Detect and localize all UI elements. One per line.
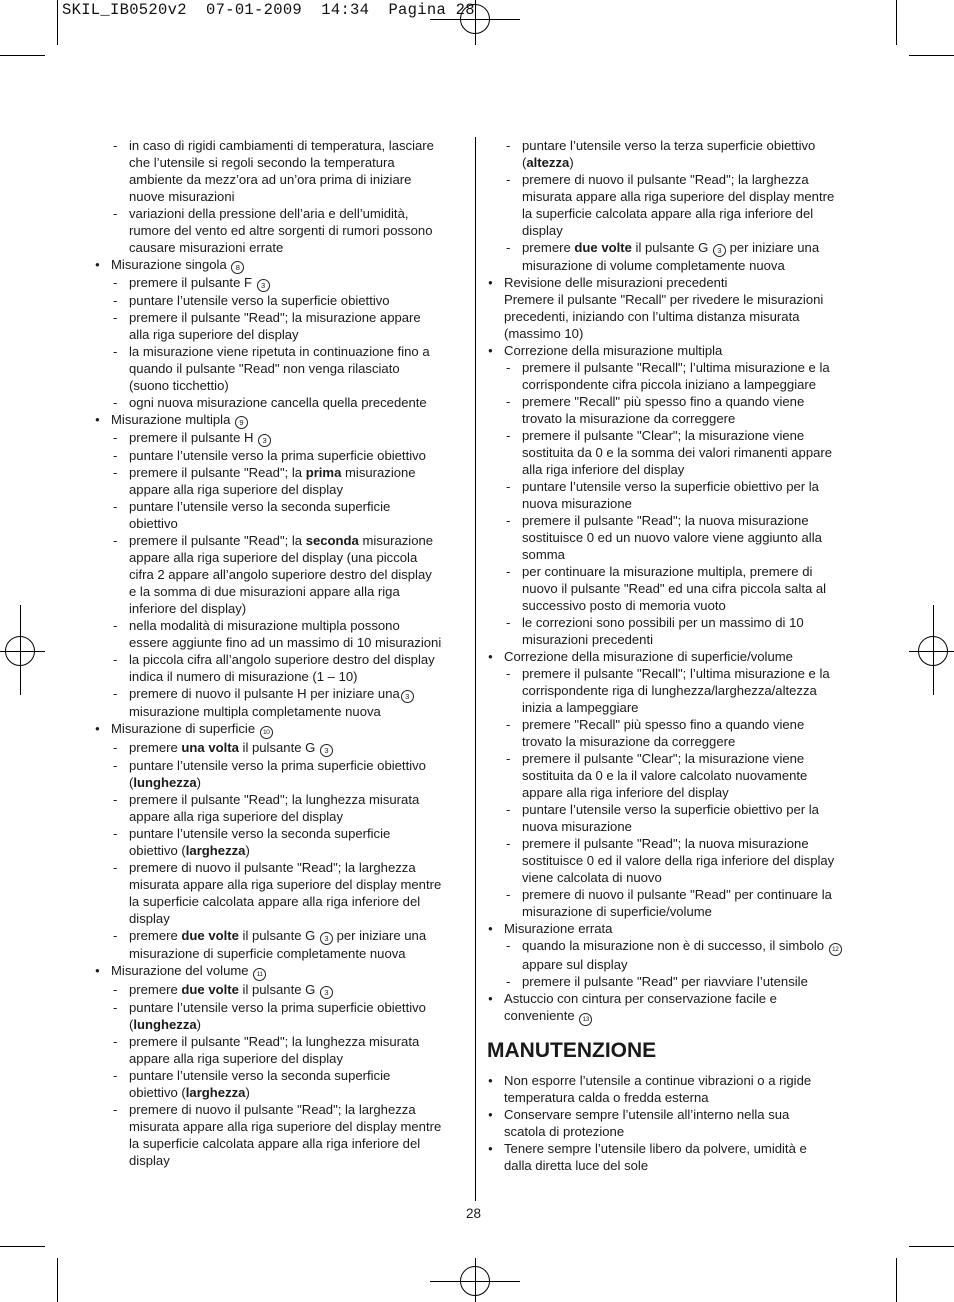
line-text: la misurazione viene ripetuta in continuazione fino a [129, 344, 430, 359]
dash-item [93, 137, 468, 154]
line-text: puntare l’utensile verso la prima superficie obiettivo [129, 1000, 426, 1015]
line-text: corrispondente riga di lunghezza/larghezza/altezza [522, 683, 817, 698]
line-text: Conservare sempre l’utensile all’interno nella sua [504, 1107, 790, 1122]
circled-number: 8 [231, 261, 244, 274]
text-line [93, 239, 468, 256]
dash-item [93, 292, 468, 309]
circled-number: 13 [579, 1013, 592, 1026]
line-text: puntare l’utensile verso la seconda superficie [129, 826, 391, 841]
text-line [486, 784, 860, 801]
bullet-item [486, 1072, 860, 1089]
text-line [486, 1123, 860, 1140]
bullet-item [486, 648, 860, 665]
line-text: Misurazione di superficie [111, 721, 259, 736]
line-text: Tenere sempre l’utensile libero da polvere, umidità e [504, 1141, 807, 1156]
line-text: trovato la misurazione da correggere [522, 734, 736, 749]
left-column [93, 137, 468, 1169]
line-text: premere il pulsante "Clear"; la misurazione viene [522, 428, 805, 443]
text-line [486, 444, 860, 461]
line-text: premere il pulsante "Read"; la [129, 533, 306, 548]
line-text: ) [569, 155, 574, 170]
text-line [93, 583, 468, 600]
line-text: (massimo 10) [504, 326, 584, 341]
text-line [93, 360, 468, 377]
text-line [93, 1050, 468, 1067]
line-text: ) [196, 775, 202, 790]
circled-number: 3 [257, 279, 270, 292]
line-text: obiettivo ( [129, 1085, 186, 1100]
dash-item [93, 1067, 468, 1084]
text-line [93, 377, 468, 394]
line-text: premere il pulsante "Recall"; l’ultima misurazione e la [522, 666, 830, 681]
dash-item [486, 393, 860, 410]
line-text: il pulsante G [631, 240, 712, 255]
dash-item [93, 859, 468, 876]
line-text: misurata appare alla riga superiore del display mentre [129, 877, 442, 892]
line-text: premere [129, 928, 182, 943]
line-text: Non esporre l’utensile a continue vibrazioni o a rigide [504, 1073, 812, 1088]
line-text: misurazione [341, 465, 416, 480]
text-line [93, 222, 468, 239]
line-text: Premere il pulsante "Recall" per rivedere le misurazioni [504, 292, 824, 307]
dash-item [93, 651, 468, 668]
line-text: ambiente da mezz’ora ad un’ora prima di iniziare [129, 172, 412, 187]
bold-text: lunghezza [133, 1017, 197, 1032]
line-text: ( [522, 155, 527, 170]
line-text: puntare l’utensile verso la seconda superficie [129, 1068, 391, 1083]
line-text: appare alla riga superiore del display (una piccola [129, 550, 418, 565]
text-line [486, 767, 860, 784]
dash-item [486, 239, 860, 257]
line-text: appare alla riga superiore del display [129, 482, 343, 497]
line-text: premere il pulsante "Recall"; l’ultima misurazione e la [522, 360, 830, 375]
line-text: appare alla riga inferiore del display [522, 785, 729, 800]
dash-item [93, 464, 468, 481]
line-text: causare misurazioni errate [129, 240, 284, 255]
dash-item [93, 532, 468, 549]
dash-item [93, 205, 468, 222]
line-text: puntare l’utensile verso la prima superficie obiettivo [129, 448, 426, 463]
dash-item [486, 137, 860, 154]
line-text: misurata appare alla riga superiore del display mentre [522, 189, 835, 204]
bold-text: larghezza [185, 843, 246, 858]
line-text: premere [129, 982, 182, 997]
dash-item [93, 1033, 468, 1050]
line-text: display [129, 911, 170, 926]
line-text: misurazione [358, 533, 434, 548]
bold-text: larghezza [185, 1085, 246, 1100]
line-text: sostituisce 0 ed il valore della riga inferiore del display [522, 853, 835, 868]
bullet-item [93, 256, 468, 274]
line-text: il pulsante G [238, 740, 319, 755]
dash-item [486, 716, 860, 733]
bold-text: due volte [574, 240, 632, 255]
line-text: le correzioni sono possibili per un massimo di 10 [522, 615, 804, 630]
line-text: premere il pulsante "Read"; la nuova misurazione [522, 513, 809, 528]
line-text: appare alla riga superiore del display [129, 1051, 343, 1066]
text-line [93, 876, 468, 893]
dash-item [486, 359, 860, 376]
text-line [93, 549, 468, 566]
dash-item [486, 835, 860, 852]
line-text: essere aggiunte fino ad un massimo di 10 misurazioni [129, 635, 442, 650]
line-text: ) [245, 843, 250, 858]
dash-item [93, 1101, 468, 1118]
circled-number: 3 [713, 244, 726, 257]
text-line [486, 222, 860, 239]
dash-item [486, 563, 860, 580]
line-text: premere di nuovo il pulsante "Read" per continuare la [522, 887, 832, 902]
dash-item [93, 343, 468, 360]
dash-item [93, 394, 468, 411]
text-line [486, 376, 860, 393]
line-text: misurazione di superficie/volume [522, 904, 712, 919]
text-line [93, 1152, 468, 1169]
text-line [93, 188, 468, 205]
line-text: premere di nuovo il pulsante "Read"; la larghezza [522, 172, 809, 187]
line-text: premere il pulsante "Read"; la lunghezza misurata [129, 1034, 420, 1049]
line-text: alla riga superiore del display [129, 327, 299, 342]
line-text: premere il pulsante "Clear"; la misurazione viene [522, 751, 805, 766]
line-text: il pulsante G [238, 982, 319, 997]
line-text: premere di nuovo il pulsante "Read"; la larghezza [129, 1102, 416, 1117]
line-text: display [129, 1153, 170, 1168]
circled-number: 3 [320, 744, 333, 757]
line-text: sostituita da 0 e la il valore calcolato nuovamente [522, 768, 808, 783]
bold-text: due volte [181, 982, 239, 997]
text-line [93, 842, 468, 859]
text-line [486, 597, 860, 614]
line-text: somma [522, 547, 565, 562]
line-text: precedenti, iniziando con l’ultima distanza misurata [504, 309, 800, 324]
dash-item [93, 791, 468, 808]
line-text: Astuccio con cintura per conservazione facile e [504, 991, 777, 1006]
dash-item [486, 665, 860, 682]
print-slug-header: SKIL_IB0520v2 07-01-2009 14:34 Pagina 28 [62, 1, 475, 19]
line-text: puntare l’utensile verso la terza superficie obiettivo [522, 138, 816, 153]
text-line [486, 818, 860, 835]
line-text: variazioni della pressione dell’aria e dell’umidità, [129, 206, 409, 221]
text-line [93, 515, 468, 532]
line-text: premere [522, 240, 575, 255]
line-text: ogni nuova misurazione cancella quella precedente [129, 395, 427, 410]
line-text: cifra 2 appare all’angolo superiore destro del display [129, 567, 432, 582]
line-text: premere il pulsante F [129, 275, 256, 290]
text-line [486, 495, 860, 512]
line-text: scatola di protezione [504, 1124, 625, 1139]
text-line [93, 481, 468, 498]
line-text: in caso di rigidi cambiamenti di temperatura, lasciare [129, 138, 434, 153]
line-text: premere "Recall" più spesso fino a quando viene [522, 717, 805, 732]
dash-item [93, 309, 468, 326]
line-text: temperatura calda o fredda esterna [504, 1090, 709, 1105]
text-line [93, 171, 468, 188]
line-text: Revisione delle misurazioni precedenti [504, 275, 728, 290]
text-line [486, 325, 860, 342]
dash-item [486, 886, 860, 903]
dash-item [93, 685, 468, 703]
line-text: per iniziare una [332, 928, 427, 943]
line-text: MANUTENZIONE [487, 1039, 657, 1062]
line-text: ) [245, 1085, 250, 1100]
bullet-item [486, 920, 860, 937]
text-line [486, 308, 860, 325]
line-text: trovato la misurazione da correggere [522, 411, 736, 426]
line-text: conveniente [504, 1008, 579, 1023]
line-text: misurata appare alla riga superiore del display mentre [129, 1119, 442, 1134]
line-text: puntare l’utensile verso la prima superficie obiettivo [129, 758, 426, 773]
line-text: obiettivo ( [129, 843, 186, 858]
dash-item [486, 614, 860, 631]
line-text: che l’utensile si regoli secondo la temperatura [129, 155, 395, 170]
dash-item [486, 750, 860, 767]
text-line [93, 703, 468, 720]
dash-item [93, 999, 468, 1016]
line-text: alla riga inferiore del display [522, 462, 685, 477]
circled-number: 3 [320, 986, 333, 999]
line-text: appare alla riga superiore del display [129, 809, 343, 824]
bullet-item [93, 720, 468, 739]
text-line [486, 205, 860, 222]
text-line [93, 566, 468, 583]
text-line [486, 1157, 860, 1174]
dash-item [93, 447, 468, 464]
bullet-item [486, 1140, 860, 1157]
line-text: quando la misurazione non è di successo, il simbolo [522, 938, 828, 953]
text-line [486, 1007, 860, 1026]
line-text: sostituisce 0 ed un nuovo valore viene aggiunto alla [522, 530, 822, 545]
line-text: Misurazione errata [504, 921, 613, 936]
line-text: misurazioni precedenti [522, 632, 654, 647]
line-text: ) [196, 1017, 202, 1032]
text-line [486, 257, 860, 274]
line-text: la superficie calcolata appare alla riga inferiore del [522, 206, 814, 221]
dash-item [93, 927, 468, 945]
text-line [93, 774, 468, 791]
line-text: nuove misurazioni [129, 189, 235, 204]
line-text: nella modalità di misurazione multipla possono [129, 618, 400, 633]
line-text: obiettivo [129, 516, 178, 531]
dash-item [93, 981, 468, 999]
line-text: quando il pulsante "Read" non venga rilasciato [129, 361, 400, 376]
line-text: (suono ticchettio) [129, 378, 229, 393]
line-text: premere il pulsante "Read"; la lunghezza misurata [129, 792, 420, 807]
text-line [486, 852, 860, 869]
bullet-item [486, 1106, 860, 1123]
line-text: premere il pulsante "Read"; la [129, 465, 306, 480]
line-text: premere "Recall" più spesso fino a quando viene [522, 394, 805, 409]
line-text: inizia a lampeggiare [522, 700, 639, 715]
bullet-item [486, 274, 860, 291]
dash-item [486, 478, 860, 495]
line-text: la piccola cifra all’angolo superiore destro del display [129, 652, 435, 667]
text-line [93, 1135, 468, 1152]
line-text: e la somma di due misurazioni appare alla riga [129, 584, 400, 599]
line-text: appare sul display [522, 957, 628, 972]
line-text: nuova misurazione [522, 819, 632, 834]
line-text: puntare l’utensile verso la seconda superficie [129, 499, 391, 514]
text-line [93, 910, 468, 927]
text-line [486, 154, 860, 171]
bullet-item [93, 962, 468, 981]
text-line [93, 154, 468, 171]
text-line [486, 699, 860, 716]
line-text: indica il numero di misurazione (1 – 10) [129, 669, 358, 684]
line-text: puntare l’utensile verso la superficie obiettivo per la [522, 479, 819, 494]
text-line [93, 945, 468, 962]
line-text: Correzione della misurazione multipla [504, 343, 723, 358]
line-text: per iniziare una [725, 240, 820, 255]
text-line [486, 956, 860, 973]
line-text: nuovo il pulsante "Read" ed una cifra piccola salta al [522, 581, 827, 596]
line-text: premere di nuovo il pulsante "Read"; la larghezza [129, 860, 416, 875]
line-text: ( [129, 775, 134, 790]
line-text: display [522, 223, 563, 238]
dash-item [93, 825, 468, 842]
line-text: sostituita da 0 e la somma dei valori rimanenti appare [522, 445, 833, 460]
bold-text: due volte [181, 928, 239, 943]
text-line [486, 291, 860, 308]
text-line [486, 903, 860, 920]
line-text: puntare l’utensile verso la superficie obiettivo per la [522, 802, 819, 817]
dash-item [93, 274, 468, 292]
line-text: puntare l’utensile verso la superficie obiettivo [129, 293, 390, 308]
text-line [93, 634, 468, 651]
dash-item [93, 739, 468, 757]
line-text: la superficie calcolata appare alla riga inferiore del [129, 894, 421, 909]
text-line [486, 188, 860, 205]
text-line [486, 529, 860, 546]
line-text: Correzione della misurazione di superficie/volume [504, 649, 793, 664]
text-line [93, 1084, 468, 1101]
line-text: per continuare la misurazione multipla, premere di [522, 564, 813, 579]
text-line [486, 682, 860, 699]
bold-text: prima [305, 465, 342, 480]
bold-text: altezza [526, 155, 570, 170]
text-line [486, 631, 860, 648]
circled-number: 9 [235, 416, 248, 429]
text-line [93, 668, 468, 685]
bullet-item [93, 411, 468, 429]
text-line [93, 600, 468, 617]
line-text: viene calcolata di nuovo [522, 870, 662, 885]
line-text: premere il pulsante "Read"; la nuova misurazione [522, 836, 809, 851]
dash-item [486, 512, 860, 529]
circled-number: 12 [829, 943, 842, 956]
dash-item [93, 757, 468, 774]
bullet-item [486, 990, 860, 1007]
line-text: ( [129, 1017, 134, 1032]
bold-text: lunghezza [133, 775, 197, 790]
text-line [486, 410, 860, 427]
circled-number: 3 [401, 690, 414, 703]
dash-item [486, 171, 860, 188]
circled-number: 11 [253, 968, 266, 981]
dash-item [486, 937, 860, 956]
line-text: Misurazione singola [111, 257, 231, 272]
text-line [486, 733, 860, 750]
bold-text: seconda [305, 533, 359, 548]
bold-text: una volta [181, 740, 239, 755]
dash-item [486, 801, 860, 818]
text-line [486, 580, 860, 597]
text-line [93, 1016, 468, 1033]
dash-item [486, 973, 860, 990]
column-divider [475, 137, 476, 1201]
bullet-item [486, 342, 860, 359]
dash-item [93, 429, 468, 447]
text-line [93, 1118, 468, 1135]
line-text: corrispondente cifra piccola iniziano a lampeggiare [522, 377, 817, 392]
line-text: il pulsante G [238, 928, 319, 943]
line-text: misurazione di superficie completamente nuova [129, 946, 406, 961]
circled-number: 10 [260, 726, 273, 739]
text-line [486, 869, 860, 886]
text-line [93, 326, 468, 343]
line-text: per iniziare una [310, 686, 400, 701]
line-text: rumore del vento ed altre sorgenti di rumori possono [129, 223, 433, 238]
circled-number: 3 [320, 932, 333, 945]
text-line [486, 546, 860, 563]
line-text: misurazione multipla completamente nuova [129, 704, 381, 719]
line-text: Misurazione del volume [111, 963, 253, 978]
text-line [93, 893, 468, 910]
page-number: 28 [466, 1206, 482, 1221]
line-text: dalla diretta luce del sole [504, 1158, 649, 1173]
line-text: Misurazione multipla [111, 412, 234, 427]
line-text: inferiore del display) [129, 601, 247, 616]
text-line [486, 1089, 860, 1106]
circled-number: 3 [258, 434, 271, 447]
text-line [93, 808, 468, 825]
line-text: premere di nuovo il pulsante H [129, 686, 311, 701]
right-column [486, 137, 860, 1174]
text-line [486, 461, 860, 478]
line-text: la superficie calcolata appare alla riga inferiore del [129, 1136, 421, 1151]
line-text: premere il pulsante "Read"; la misurazione appare [129, 310, 421, 325]
line-text: misurazione di volume completamente nuova [522, 258, 785, 273]
line-text: successivo posto di memoria vuoto [522, 598, 726, 613]
line-text: premere [129, 740, 182, 755]
dash-item [93, 617, 468, 634]
section-title [487, 1039, 860, 1063]
line-text: premere il pulsante "Read" per riavviare l’utensile [522, 974, 808, 989]
line-text: nuova misurazione [522, 496, 632, 511]
line-text: premere il pulsante H [129, 430, 258, 445]
dash-item [93, 498, 468, 515]
dash-item [486, 427, 860, 444]
